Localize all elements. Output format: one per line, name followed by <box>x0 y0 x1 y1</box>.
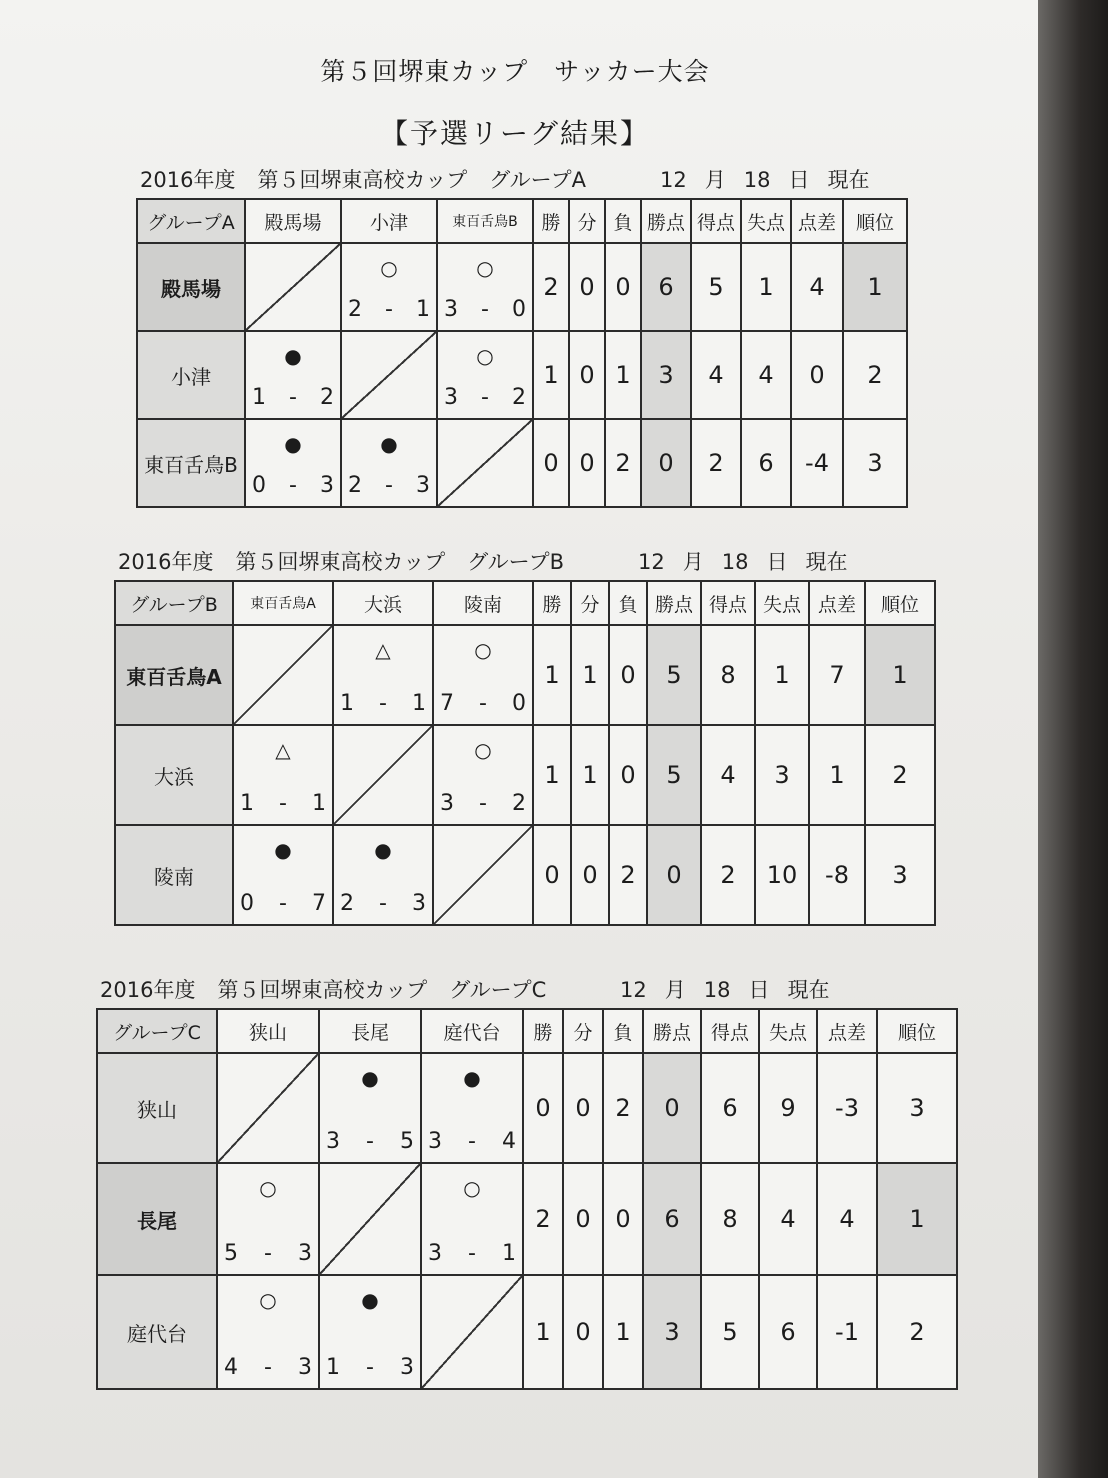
group-a-table <box>136 198 908 508</box>
team-header: 長尾 <box>319 1009 421 1053</box>
wins-header: 勝 <box>533 199 569 243</box>
losses-value: 1 <box>605 331 641 419</box>
draws-value: 1 <box>571 725 609 825</box>
goals-for-value: 8 <box>701 625 755 725</box>
goals-for-header: 得点 <box>701 1009 759 1053</box>
wins-value: 0 <box>533 825 571 925</box>
goals-against-value: 10 <box>755 825 809 925</box>
points-value: 6 <box>643 1163 701 1275</box>
page-subtitle: 【予選リーグ結果】 <box>379 117 650 150</box>
group-c-section <box>96 978 958 1390</box>
wins-value: 2 <box>533 243 569 331</box>
goals-against-value: 4 <box>759 1163 817 1275</box>
self-match-cell <box>333 725 433 825</box>
goal-diff-header: 点差 <box>817 1009 877 1053</box>
goals-for-value: 4 <box>691 331 741 419</box>
group-c-caption: 2016年度 第５回堺東高校カップ グループC 12 月 18 日 現在 <box>100 974 546 1004</box>
self-match-cell <box>437 419 533 507</box>
page-title: 第５回堺東カップ サッカー大会 <box>320 57 710 86</box>
points-value: 0 <box>641 419 691 507</box>
group-b-section <box>114 550 936 926</box>
group-a-caption: 2016年度 第５回堺東高校カップ グループA 12 月 18 日 現在 <box>140 164 586 194</box>
loss-mark: ● <box>284 344 302 368</box>
match-cell <box>421 1163 523 1275</box>
points-value: 0 <box>647 825 701 925</box>
draws-header: 分 <box>569 199 605 243</box>
win-mark: ○ <box>476 344 494 368</box>
rank-value: 3 <box>865 825 935 925</box>
loss-mark: ● <box>361 1288 379 1312</box>
draws-value: 0 <box>569 331 605 419</box>
group-b-caption: 2016年度 第５回堺東高校カップ グループB 12 月 18 日 現在 <box>118 546 564 576</box>
losses-header: 負 <box>605 199 641 243</box>
goals-against-value: 9 <box>759 1053 817 1163</box>
team-name: 陵南 <box>115 825 233 925</box>
header-row <box>97 1009 957 1053</box>
match-score: 3 - 0 <box>444 297 526 322</box>
match-score: 3 - 2 <box>444 385 526 410</box>
match-cell <box>333 625 433 725</box>
match-score: 2 - 3 <box>340 891 426 916</box>
match-cell <box>245 331 341 419</box>
draw-mark: △ <box>375 638 391 662</box>
losses-value: 1 <box>603 1275 643 1389</box>
goals-against-value: 4 <box>741 331 791 419</box>
goals-for-header: 得点 <box>701 581 755 625</box>
self-match-cell <box>233 625 333 725</box>
match-score: 1 - 2 <box>252 385 334 410</box>
goals-against-header: 失点 <box>741 199 791 243</box>
points-value: 0 <box>643 1053 701 1163</box>
goal-diff-value: -1 <box>817 1275 877 1389</box>
table-row <box>115 825 935 925</box>
goals-for-header: 得点 <box>691 199 741 243</box>
match-score: 3 - 1 <box>428 1241 516 1266</box>
losses-value: 0 <box>603 1163 643 1275</box>
rank-header: 順位 <box>877 1009 957 1053</box>
points-value: 6 <box>641 243 691 331</box>
win-mark: ○ <box>474 638 492 662</box>
goals-for-value: 5 <box>691 243 741 331</box>
background-edge <box>1038 0 1108 1478</box>
goals-against-header: 失点 <box>759 1009 817 1053</box>
rank-value: 1 <box>843 243 907 331</box>
group-a-date: 12 月 18 日 現在 <box>660 168 870 192</box>
match-score: 3 - 2 <box>440 791 526 816</box>
wins-value: 1 <box>533 725 571 825</box>
self-match-cell <box>433 825 533 925</box>
draws-value: 0 <box>569 419 605 507</box>
match-cell <box>341 243 437 331</box>
match-cell <box>319 1275 421 1389</box>
wins-header: 勝 <box>533 581 571 625</box>
group-c-table <box>96 1008 958 1390</box>
losses-value: 2 <box>609 825 647 925</box>
goal-diff-value: 0 <box>791 331 843 419</box>
match-score: 5 - 3 <box>224 1241 312 1266</box>
rank-value: 2 <box>877 1275 957 1389</box>
loss-mark: ● <box>284 432 302 456</box>
table-row <box>137 243 907 331</box>
goals-against-header: 失点 <box>755 581 809 625</box>
draws-header: 分 <box>563 1009 603 1053</box>
group-b-date: 12 月 18 日 現在 <box>638 550 848 574</box>
draws-value: 1 <box>571 625 609 725</box>
self-match-cell <box>319 1163 421 1275</box>
match-cell <box>421 1053 523 1163</box>
loss-mark: ● <box>274 838 292 862</box>
win-mark: ○ <box>259 1176 277 1200</box>
losses-header: 負 <box>609 581 647 625</box>
team-name: 殿馬場 <box>137 243 245 331</box>
team-header: 大浜 <box>333 581 433 625</box>
match-cell <box>433 725 533 825</box>
points-value: 3 <box>641 331 691 419</box>
match-cell <box>433 625 533 725</box>
losses-value: 0 <box>609 625 647 725</box>
table-row <box>97 1163 957 1275</box>
goals-for-value: 6 <box>701 1053 759 1163</box>
self-match-cell <box>245 243 341 331</box>
win-mark: ○ <box>463 1176 481 1200</box>
header-row <box>115 581 935 625</box>
loss-mark: ● <box>463 1066 481 1090</box>
match-score: 0 - 3 <box>252 473 334 498</box>
losses-value: 0 <box>609 725 647 825</box>
team-header: 狭山 <box>217 1009 319 1053</box>
wins-value: 1 <box>533 625 571 725</box>
goals-against-value: 3 <box>755 725 809 825</box>
match-score: 4 - 3 <box>224 1355 312 1380</box>
goal-diff-value: 1 <box>809 725 865 825</box>
group-a-section <box>136 168 908 508</box>
match-score: 1 - 3 <box>326 1355 414 1380</box>
match-cell <box>341 419 437 507</box>
draw-mark: △ <box>275 738 291 762</box>
loss-mark: ● <box>361 1066 379 1090</box>
match-score: 3 - 4 <box>428 1129 516 1154</box>
goals-for-value: 2 <box>691 419 741 507</box>
header-row <box>137 199 907 243</box>
team-header: 小津 <box>341 199 437 243</box>
rank-header: 順位 <box>865 581 935 625</box>
wins-header: 勝 <box>523 1009 563 1053</box>
team-header: 庭代台 <box>421 1009 523 1053</box>
losses-value: 2 <box>603 1053 643 1163</box>
wins-value: 0 <box>523 1053 563 1163</box>
team-header: 陵南 <box>433 581 533 625</box>
group-label-cell: グループC <box>97 1009 217 1053</box>
goal-diff-value: 4 <box>791 243 843 331</box>
losses-value: 0 <box>605 243 641 331</box>
rank-value: 1 <box>865 625 935 725</box>
match-score: 1 - 1 <box>340 691 426 716</box>
goals-against-value: 1 <box>755 625 809 725</box>
loss-mark: ● <box>374 838 392 862</box>
team-header: 東百舌鳥A <box>233 581 333 625</box>
match-score: 0 - 7 <box>240 891 326 916</box>
team-name: 狭山 <box>97 1053 217 1163</box>
match-score: 7 - 0 <box>440 691 526 716</box>
loss-mark: ● <box>380 432 398 456</box>
rank-value: 3 <box>843 419 907 507</box>
match-cell <box>233 825 333 925</box>
table-row <box>97 1053 957 1163</box>
goals-for-value: 4 <box>701 725 755 825</box>
wins-value: 2 <box>523 1163 563 1275</box>
goals-for-value: 2 <box>701 825 755 925</box>
self-match-cell <box>421 1275 523 1389</box>
goal-diff-header: 点差 <box>791 199 843 243</box>
draws-value: 0 <box>563 1053 603 1163</box>
match-score: 2 - 1 <box>348 297 430 322</box>
match-score: 2 - 3 <box>348 473 430 498</box>
match-cell <box>333 825 433 925</box>
points-header: 勝点 <box>647 581 701 625</box>
match-cell <box>217 1163 319 1275</box>
table-row <box>137 331 907 419</box>
table-row <box>115 725 935 825</box>
match-cell <box>437 243 533 331</box>
rank-header: 順位 <box>843 199 907 243</box>
goal-diff-value: 4 <box>817 1163 877 1275</box>
draws-value: 0 <box>569 243 605 331</box>
rank-value: 3 <box>877 1053 957 1163</box>
draws-value: 0 <box>563 1275 603 1389</box>
match-cell <box>319 1053 421 1163</box>
self-match-cell <box>217 1053 319 1163</box>
goals-against-value: 6 <box>741 419 791 507</box>
goal-diff-value: 7 <box>809 625 865 725</box>
points-value: 5 <box>647 625 701 725</box>
losses-header: 負 <box>603 1009 643 1053</box>
group-label-cell: グループA <box>137 199 245 243</box>
match-cell <box>233 725 333 825</box>
match-cell <box>217 1275 319 1389</box>
points-value: 5 <box>647 725 701 825</box>
group-label-cell: グループB <box>115 581 233 625</box>
team-name: 東百舌鳥A <box>115 625 233 725</box>
team-name: 東百舌鳥B <box>137 419 245 507</box>
goals-against-value: 6 <box>759 1275 817 1389</box>
team-header: 殿馬場 <box>245 199 341 243</box>
losses-value: 2 <box>605 419 641 507</box>
points-value: 3 <box>643 1275 701 1389</box>
match-score: 3 - 5 <box>326 1129 414 1154</box>
goal-diff-value: -8 <box>809 825 865 925</box>
wins-value: 0 <box>533 419 569 507</box>
match-score: 1 - 1 <box>240 791 326 816</box>
table-row <box>115 625 935 725</box>
draws-header: 分 <box>571 581 609 625</box>
match-cell <box>245 419 341 507</box>
goal-diff-value: -3 <box>817 1053 877 1163</box>
win-mark: ○ <box>259 1288 277 1312</box>
goal-diff-header: 点差 <box>809 581 865 625</box>
rank-value: 2 <box>865 725 935 825</box>
wins-value: 1 <box>533 331 569 419</box>
win-mark: ○ <box>380 256 398 280</box>
goal-diff-value: -4 <box>791 419 843 507</box>
team-name: 長尾 <box>97 1163 217 1275</box>
win-mark: ○ <box>476 256 494 280</box>
win-mark: ○ <box>474 738 492 762</box>
points-header: 勝点 <box>643 1009 701 1053</box>
team-name: 庭代台 <box>97 1275 217 1389</box>
goals-for-value: 5 <box>701 1275 759 1389</box>
team-name: 小津 <box>137 331 245 419</box>
rank-value: 1 <box>877 1163 957 1275</box>
group-c-date: 12 月 18 日 現在 <box>620 978 830 1002</box>
points-header: 勝点 <box>641 199 691 243</box>
rank-value: 2 <box>843 331 907 419</box>
self-match-cell <box>341 331 437 419</box>
group-b-table <box>114 580 936 926</box>
match-cell <box>437 331 533 419</box>
team-header: 東百舌鳥B <box>437 199 533 243</box>
team-name: 大浜 <box>115 725 233 825</box>
wins-value: 1 <box>523 1275 563 1389</box>
goals-for-value: 8 <box>701 1163 759 1275</box>
goals-against-value: 1 <box>741 243 791 331</box>
table-row <box>97 1275 957 1389</box>
draws-value: 0 <box>571 825 609 925</box>
table-row <box>137 419 907 507</box>
draws-value: 0 <box>563 1163 603 1275</box>
